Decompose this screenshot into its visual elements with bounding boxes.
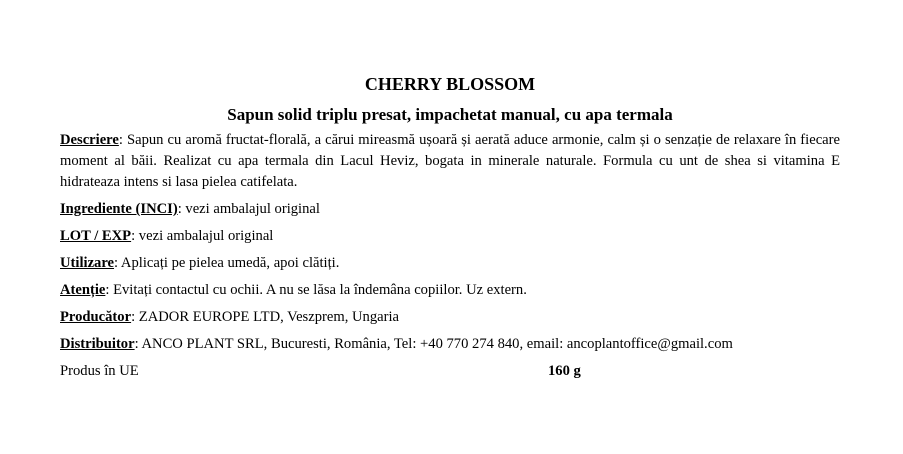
ingredients-text: : vezi ambalajul original bbox=[177, 201, 320, 217]
distributor-text: : ANCO PLANT SRL, Bucuresti, România, Tel: +40 770 274 840, email: ancoplantoffice@gmail.com bbox=[134, 336, 733, 352]
ingredients-label: Ingrediente (INCI) bbox=[60, 201, 178, 217]
distributor-label: Distribuitor bbox=[60, 336, 135, 352]
net-weight: 160 g bbox=[548, 363, 581, 379]
description-label: Descriere bbox=[60, 132, 119, 148]
usage-text: : Aplicați pe pielea umedă, apoi clătiți. bbox=[114, 255, 340, 271]
lot-exp-line bbox=[60, 226, 840, 247]
product-title: CHERRY BLOSSOM bbox=[364, 74, 536, 94]
origin-text: Produs în UE bbox=[60, 363, 139, 379]
warning-line bbox=[60, 280, 840, 301]
description-paragraph bbox=[60, 130, 840, 193]
footer-line bbox=[60, 361, 840, 382]
product-subtitle: Sapun solid triplu presat, impachetat manual, cu apa termala bbox=[227, 105, 673, 124]
producer-text: : ZADOR EUROPE LTD, Veszprem, Ungaria bbox=[131, 309, 400, 325]
ingredients-line bbox=[60, 199, 840, 220]
document-page bbox=[60, 72, 840, 382]
warning-text: : Evitați contactul cu ochii. A nu se lăsa la îndemâna copiilor. Uz extern. bbox=[105, 282, 527, 298]
lot-exp-label: LOT / EXP bbox=[60, 228, 132, 244]
description-text: : Sapun cu aromă fructat-florală, a cărui mireasmă ușoară și aerată aduce armonie, calm și o senzație de relaxare în fiecare moment al băii. Realizat cu apa termala din Lacul Heviz, bogata in minerale naturale. Formula cu unt de shea si vitamina E hidrateaza intens si lasa pielea catifelata. bbox=[60, 132, 840, 190]
usage-line bbox=[60, 253, 840, 274]
producer-line bbox=[60, 307, 840, 328]
producer-label: Producător bbox=[60, 309, 132, 325]
distributor-line bbox=[60, 334, 840, 355]
usage-label: Utilizare bbox=[60, 255, 115, 271]
warning-label: Atenție bbox=[60, 282, 106, 298]
lot-exp-text: : vezi ambalajul original bbox=[131, 228, 274, 244]
